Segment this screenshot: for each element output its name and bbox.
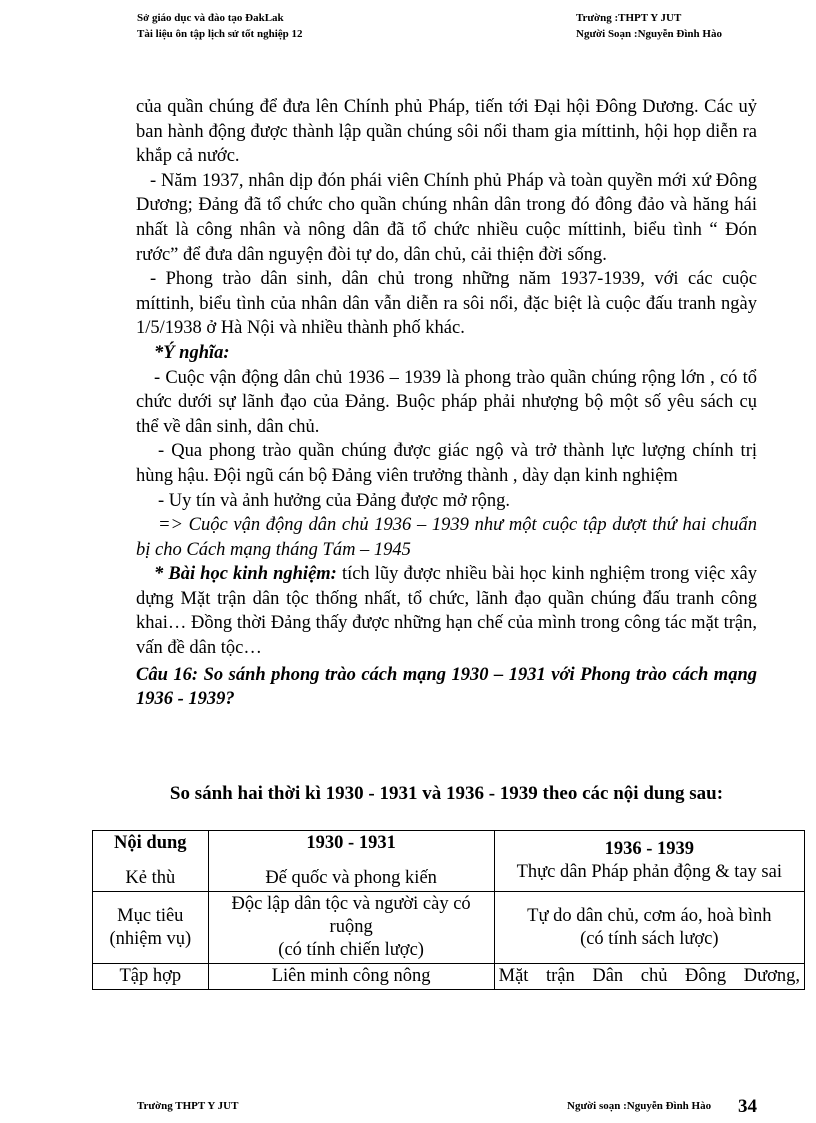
table-cell	[494, 892, 804, 964]
paragraph-6: - Uy tín và ảnh hưởng của Đảng được mở rộng.	[158, 490, 511, 511]
table-title: So sánh hai thời kì 1930 - 1931 và 1936 - 1939 theo các nội dung sau:	[169, 783, 724, 804]
question-16: Câu 16: So sánh phong trào cách mạng 1930 – 1931 với Phong trào cách mạng 1936 - 1939?	[136, 664, 757, 710]
paragraph-1: của quần chúng để đưa lên Chính phủ Pháp, tiến tới Đại hội Đông Dương. Các uỷ ban hành động được thành lập quần chúng sôi nổi tham gia míttinh, hội họp diễn ra khắp cả nước.	[136, 97, 757, 167]
paragraph-7-conclusion: => Cuộc vận động dân chủ 1936 – 1939 như một cuộc tập dượt thứ hai chuẩn bị cho Cách mạng tháng Tám – 1945	[136, 515, 757, 560]
goal-1930-1931: Độc lập dân tộc và người cày có ruộng	[231, 894, 471, 937]
label-goal: Mục tiêu (nhiệm vụ)	[93, 892, 209, 964]
header-document-title: Tài liệu ôn tập lịch sử tốt nghiệp 12	[137, 28, 303, 40]
force-1930-1931: Liên minh công nông	[208, 964, 494, 990]
table-row-goal	[93, 892, 805, 964]
table-cell	[93, 831, 209, 892]
header-right	[576, 10, 722, 42]
label-force: Tập hợp	[93, 964, 209, 990]
footer-school: Trường THPT Y JUT	[137, 1100, 239, 1112]
table-cell	[494, 831, 804, 892]
header-author: Người Soạn :Nguyễn Đình Hào	[576, 28, 722, 40]
significance-heading: *Ý nghĩa:	[154, 342, 230, 363]
paragraph-4: - Cuộc vận động dân chủ 1936 – 1939 là phong trào quần chúng rộng lớn , có tổ chức dưới sự lãnh đạo của Đảng. Buộc pháp phải nhượng bộ một số yêu sách cụ thể về dân sinh, dân chủ.	[136, 367, 757, 437]
goal-1936-1939-note: (có tính sách lược)	[580, 928, 719, 949]
label-enemy: Kẻ thù	[125, 868, 176, 888]
header-1930-1931: 1930 - 1931	[306, 833, 396, 853]
header-department: Sở giáo dục và đào tạo ĐakLak	[137, 12, 284, 24]
header-school: Trường :THPT Y JUT	[576, 12, 682, 24]
paragraph-3: - Phong trào dân sinh, dân chủ trong những năm 1937-1939, với các cuộc míttinh, biểu tình của nhân dân vẫn diễn ra sôi nổi, đặc biệt là cuộc đấu tranh ngày 1/5/1938 ở Hà Nội và nhiều thành phố khác.	[136, 269, 757, 339]
goal-1930-1931-note: (có tính chiến lược)	[278, 940, 424, 960]
body-text	[136, 95, 757, 712]
footer-author: Người soạn :Nguyễn Đình Hào	[567, 1100, 712, 1112]
table-row-enemy	[93, 831, 805, 892]
comparison-table	[92, 830, 805, 990]
table-row-force	[93, 964, 805, 990]
goal-1936-1939: Tự do dân chủ, cơm áo, hoà bình	[527, 905, 772, 926]
lesson-text: tích lũy được nhiều bài học kinh nghiệm trong việc xây dựng Mặt trận dân tộc thống nhất, tổ chức, lãnh đạo quần chúng đấu tranh công khai… Đồng thời Đảng thấy được những hạn chế của mình trong công tác mặt trận, vấn đề dân tộc…	[136, 564, 757, 659]
lesson-label: * Bài học kinh nghiệm:	[154, 564, 337, 585]
table-cell	[208, 831, 494, 892]
enemy-1936-1939: Thực dân Pháp phản động & tay sai	[516, 862, 782, 882]
header-1936-1939: 1936 - 1939	[604, 839, 695, 859]
paragraph-2: - Năm 1937, nhân dịp đón phái viên Chính phủ Pháp và toàn quyền mới xứ Đông Dương; Đảng đã tổ chức cho quần chúng nhân dân trong đó đông đảo và hăng hái nhất là công nhân và nông dân đã tổ chức nhiều cuộc míttinh, biểu tình “ Đón rước” để đưa dân nguyện đòi tự do, dân chủ, cải thiện đời sống.	[136, 170, 757, 265]
header-content: Nội dung	[114, 833, 187, 853]
paragraph-5: - Qua phong trào quần chúng được giác ngộ và trở thành lực lượng chính trị hùng hậu. Đội ngũ cán bộ Đảng viên trưởng thành , dày dạn kinh nghiệm	[136, 441, 757, 486]
force-1936-1939: Mặt trận Dân chủ Đông Dương,	[494, 964, 804, 990]
page-number: 34	[738, 1096, 757, 1117]
header-left	[137, 10, 303, 42]
enemy-1930-1931: Đế quốc và phong kiến	[265, 868, 437, 888]
table-cell	[208, 892, 494, 964]
lesson-paragraph	[136, 562, 757, 660]
